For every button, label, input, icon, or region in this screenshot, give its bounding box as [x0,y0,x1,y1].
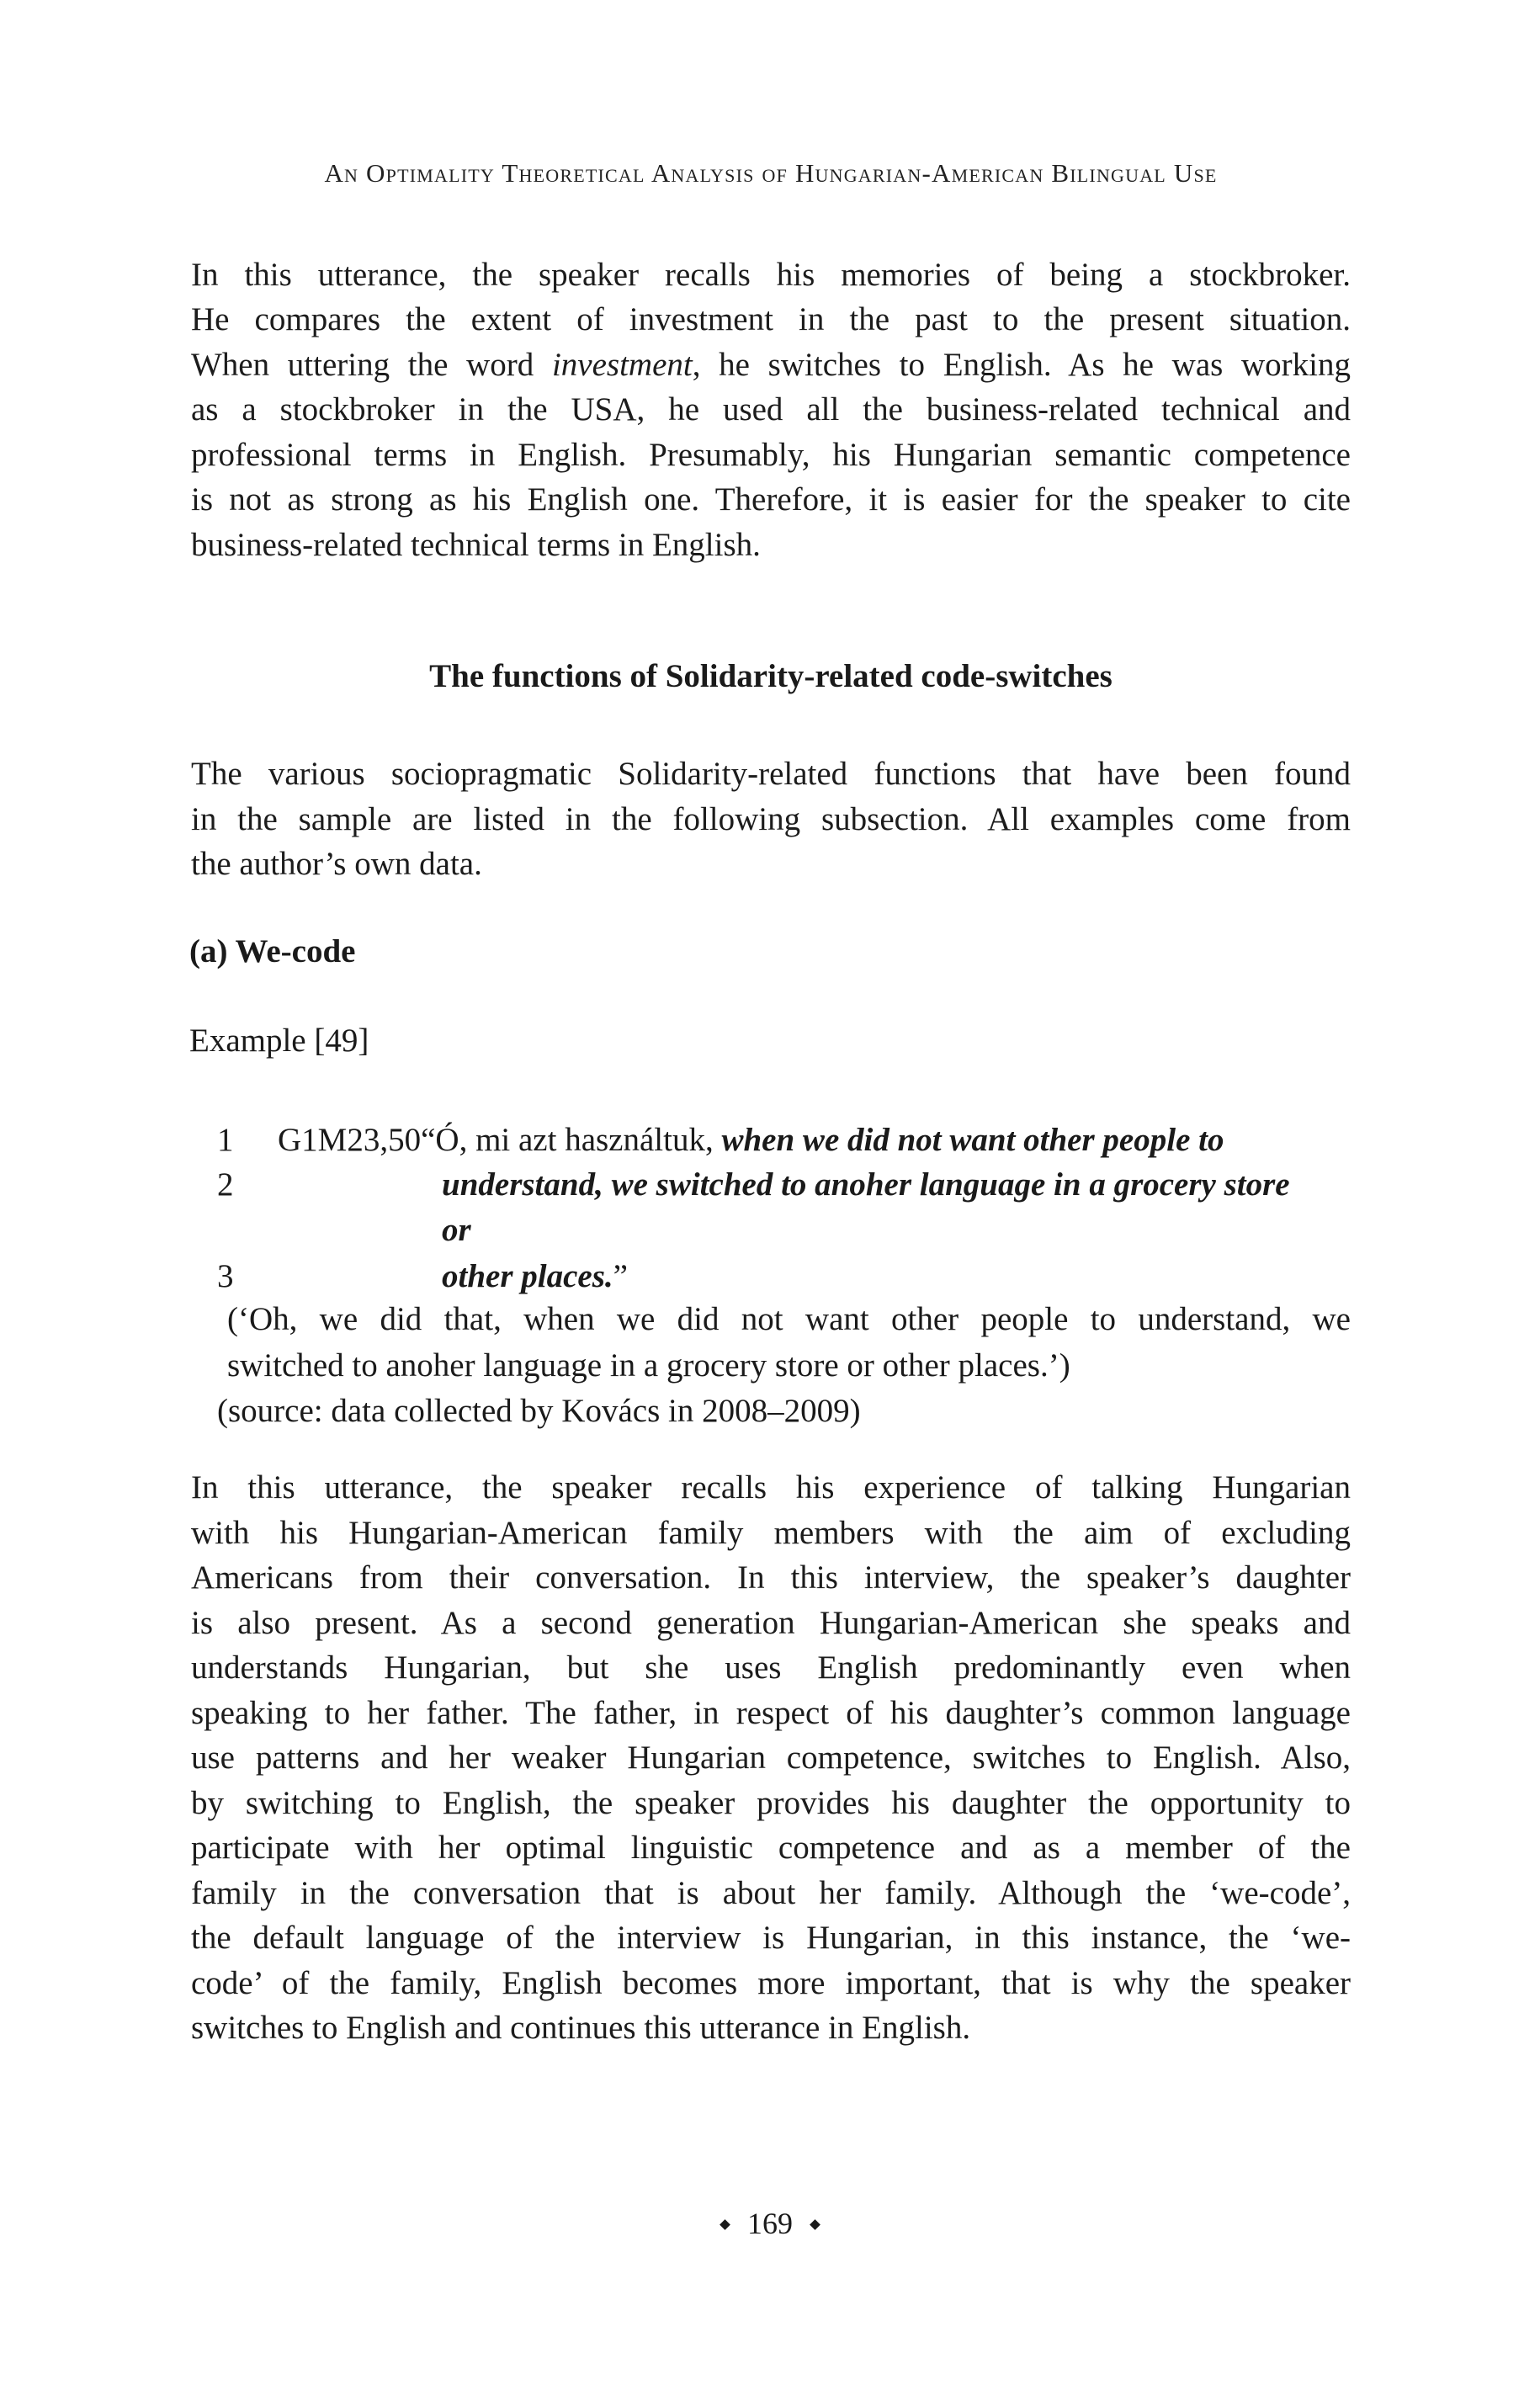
hungarian-utterance: “Ó, mi azt használtuk, [421,1122,722,1158]
bullet-ornament-icon [810,2219,820,2230]
paragraph-line: family in the conversation that is about her family. Although the ‘we-code’, [191,1875,1351,1911]
paragraph-line: with his Hungarian-American family members with the aim of excluding [191,1515,1351,1551]
paragraph-line: The various sociopragmatic Solidarity-related functions that have been found [191,756,1351,792]
paragraph-line: business-related technical terms in English. [191,527,761,563]
paragraph-line [191,343,1351,388]
bullet-ornament-icon [720,2219,730,2230]
example-line-3 [442,1254,1351,1299]
paragraph-line: In this utterance, the speaker recalls his memories of being a stockbroker. [191,257,1351,293]
example-line-2-continued: or [442,1212,471,1248]
running-head: An Optimality Theoretical Analysis of Hungarian-American Bilingual Use [324,158,1218,188]
paragraph-line: code’ of the family, English becomes more important, that is why the speaker [191,1965,1351,2001]
translation-line: switched to anoher language in a grocery store or other places.’) [227,1347,1070,1384]
paragraph-line: is not as strong as his English one. Therefore, it is easier for the speaker to cite [191,481,1351,518]
page-footer [0,2205,1540,2242]
english-utterance: other places. [442,1258,613,1294]
paragraph-line: in the sample are listed in the following subsection. All examples come from [191,801,1351,837]
paragraph-line: switches to English and continues this utterance in English. [191,2010,971,2046]
example-line-number: 2 [217,1166,234,1203]
paragraph-line: participate with her optimal linguistic competence and as a member of the [191,1830,1351,1866]
example-source: (source: data collected by Kovács in 2008–2009) [217,1393,861,1429]
paragraph-line: He compares the extent of investment in the past to the present situation. [191,301,1351,337]
paragraph-line: as a stockbroker in the USA, he used all the business-related technical and [191,391,1351,428]
paragraph-line: professional terms in English. Presumably, his Hungarian semantic competence [191,437,1351,473]
text-run: When uttering the word [191,347,552,383]
paragraph-line: the default language of the interview is Hungarian, in this instance, the ‘we- [191,1920,1351,1956]
example-line-number: 1 [217,1122,234,1158]
paragraph-line: the author’s own data. [191,846,482,882]
example-line-1 [278,1118,1224,1163]
english-utterance: when we did not want other people to [721,1122,1224,1158]
text-run: , he switches to English. As he was working [692,347,1351,383]
paragraph-line: understands Hungarian, but she uses English predominantly even when [191,1649,1351,1686]
example-line-2: understand, we switched to anoher language in a grocery store [442,1166,1290,1203]
example-label: Example [49] [189,1023,369,1059]
emphasized-term: investment [551,347,693,383]
example-line-number: 3 [217,1258,234,1294]
section-heading: The functions of Solidarity-related code-switches [429,658,1113,694]
paragraph-line: In this utterance, the speaker recalls his experience of talking Hungarian [191,1469,1351,1506]
paragraph-line: Americans from their conversation. In this interview, the speaker’s daughter [191,1559,1351,1596]
page-number: 169 [747,2207,793,2240]
close-quote: ” [613,1258,628,1294]
subsection-heading: (a) We-code [189,933,356,969]
paragraph-line: by switching to English, the speaker provides his daughter the opportunity to [191,1785,1351,1821]
paragraph-line: use patterns and her weaker Hungarian competence, switches to English. Also, [191,1740,1351,1776]
paragraph-line: is also present. As a second generation Hungarian-American she speaks and [191,1605,1351,1641]
speaker-code: G1M23,50 [278,1122,422,1158]
translation-line: (‘Oh, we did that, when we did not want other people to understand, we [227,1301,1351,1337]
paragraph-line: speaking to her father. The father, in respect of his daughter’s common language [191,1695,1351,1731]
